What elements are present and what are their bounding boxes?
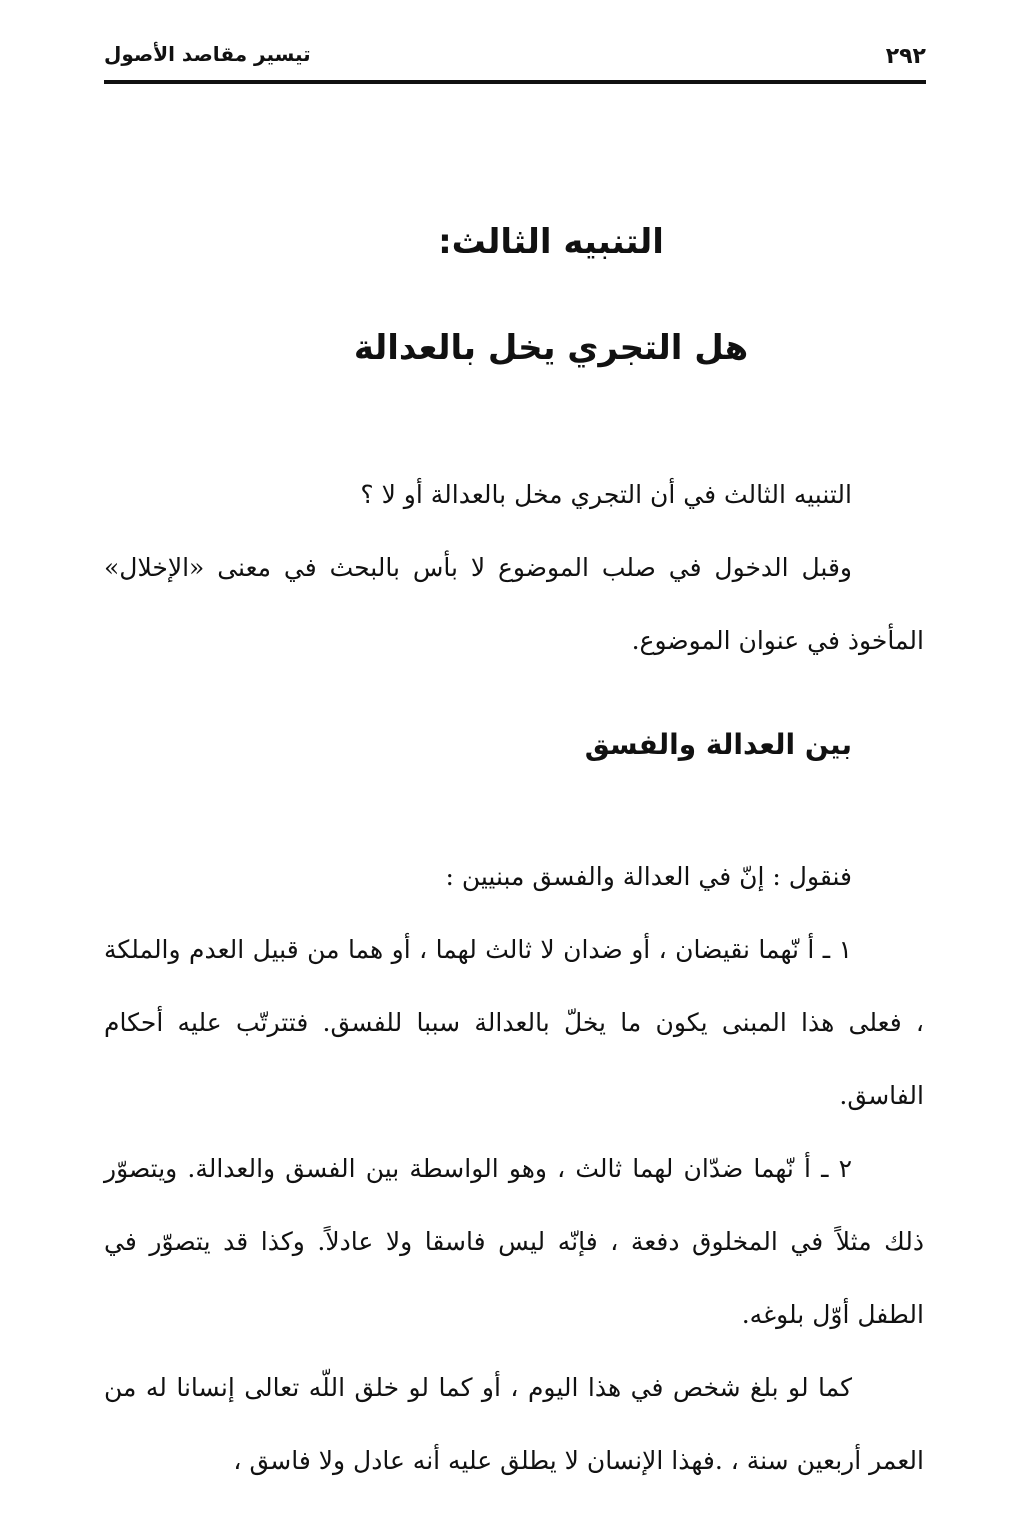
chapter-title: التنبيه الثالث: [438, 222, 664, 262]
intro-paragraph-2: وقبل الدخول في صلب الموضوع لا بأس بالبحث في معنى «الإخلال» المأخوذ في عنوان الموضوع. [104, 553, 924, 655]
section-heading: بين العدالة والفسق [584, 728, 852, 761]
intro-paragraph-1: التنبيه الثالث في أن التجري مخل بالعدالة أو لا ؟ [360, 480, 852, 509]
book-title: تيسير مقاصد الأصول [104, 42, 311, 66]
header-rule [104, 80, 926, 84]
section-paragraph-2: ١ ـ أ نّهما نقيضان ، أو ضدان لا ثالث لهما ، أو هما من قبيل العدم والملكة ، فعلى هذا المبنى يكون ما يخلّ بالعدالة سببا للفسق. فتترتّب عليه أحكام الفاسق. [104, 935, 924, 1110]
chapter-subtitle: هل التجري يخل بالعدالة [353, 328, 749, 368]
section-paragraph-1: فنقول : إنّ في العدالة والفسق مبنيين : [445, 862, 852, 891]
running-header [104, 38, 926, 82]
section-paragraph-3: ٢ ـ أ نّهما ضدّان لهما ثالث ، وهو الواسطة بين الفسق والعدالة. ويتصوّر ذلك مثلاً في المخلوق دفعة ، فإنّه ليس فاسقا ولا عادلاً. وكذا قد يتصوّر في الطفل أوّل بلوغه. [104, 1154, 924, 1329]
intro-text [104, 458, 924, 677]
section-text [104, 840, 924, 1497]
page-number: ٢٩٢ [885, 44, 926, 69]
section-paragraph-4: كما لو بلغ شخص في هذا اليوم ، أو كما لو خلق اللّه تعالى إنسانا له من العمر أربعين سنة ، .فهذا الإنسان لا يطلق عليه أنه عادل ولا فاسق ، [104, 1373, 924, 1475]
